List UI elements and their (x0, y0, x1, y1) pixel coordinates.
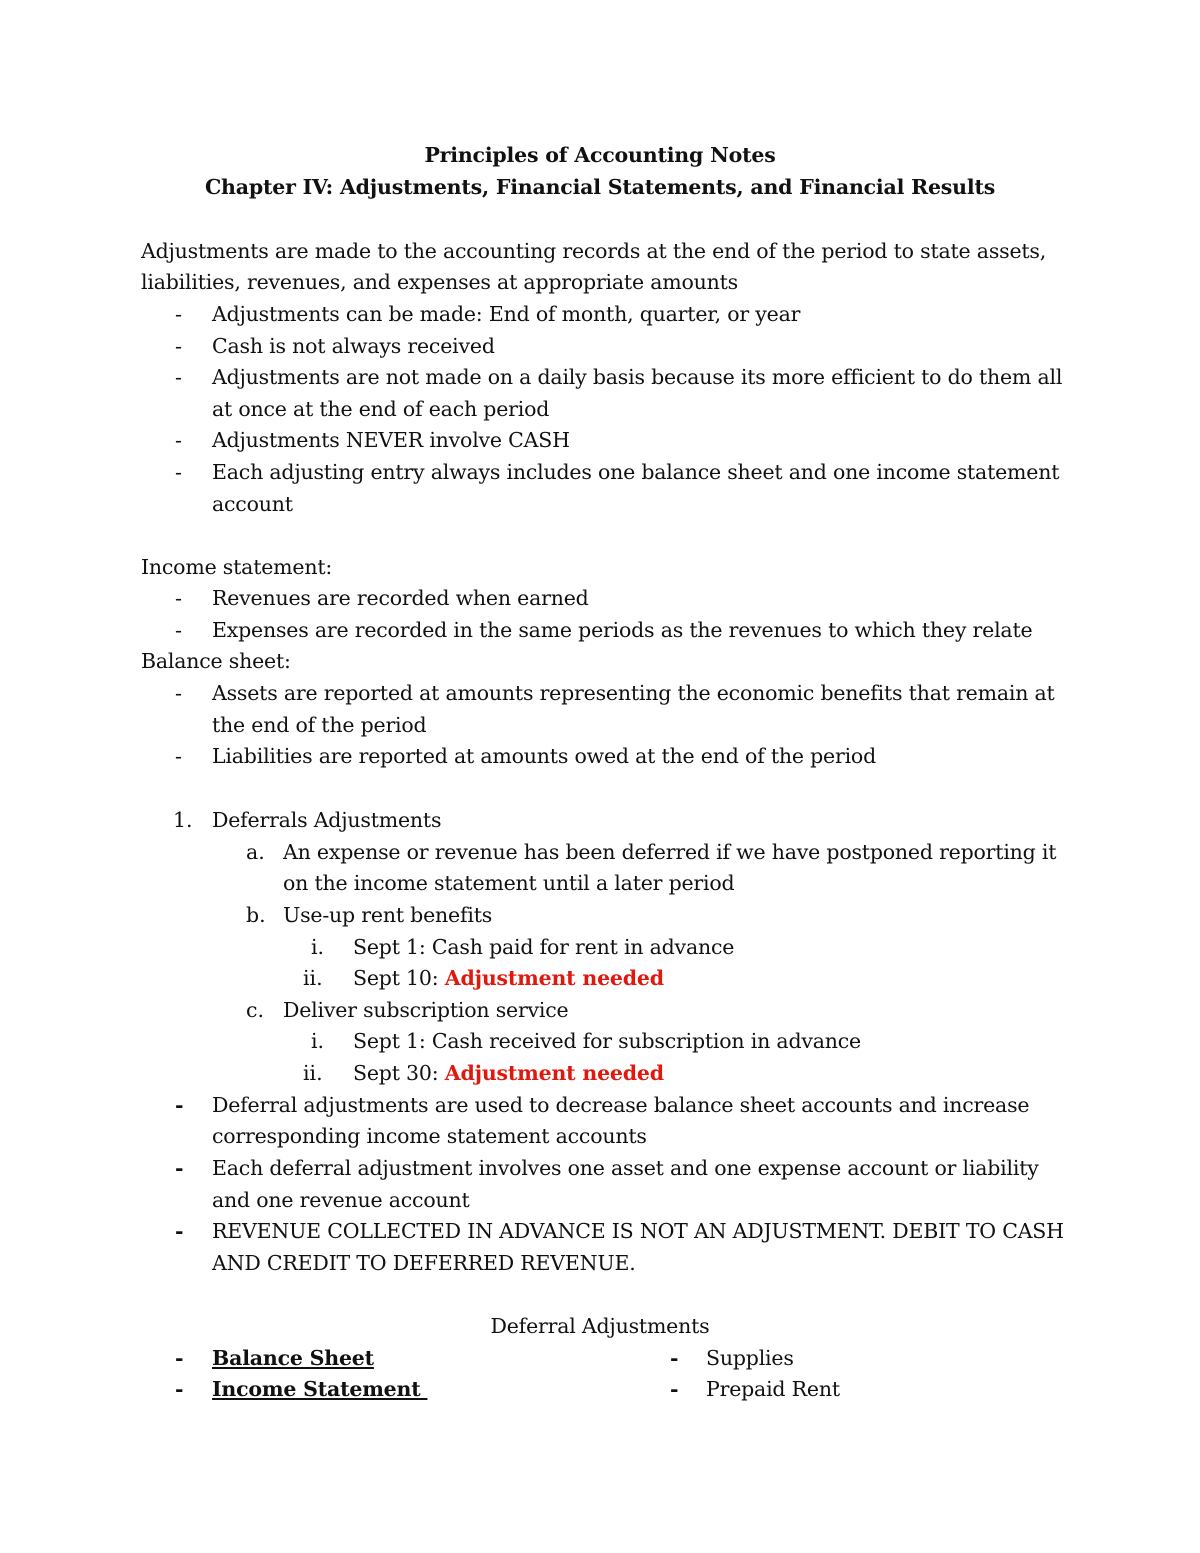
bullet-dash: - (175, 365, 182, 389)
list-number: 1. (173, 808, 193, 832)
deferral-bullet: REVENUE COLLECTED IN ADVANCE IS NOT AN ADJUSTMENT. DEBIT TO CASH (212, 1219, 1064, 1243)
intro-bullet-continued: account (212, 492, 293, 516)
intro-bullet-continued: at once at the end of each period (212, 397, 550, 421)
income-statement-link: Income Statement (212, 1377, 428, 1401)
bullet-dash: - (175, 1156, 184, 1180)
bullet-dash: - (175, 681, 182, 705)
adjustment-needed-label: Adjustment needed (444, 966, 664, 990)
deferral-adjustments-heading: Deferral Adjustments (490, 1314, 710, 1338)
bullet-dash: - (175, 1346, 184, 1370)
subscription-label: Deliver subscription service (283, 998, 569, 1022)
income-statement-heading: Income statement: (141, 555, 333, 579)
rent-step-1: Sept 1: Cash paid for rent in advance (353, 935, 735, 959)
income-statement-bullet: Expenses are recorded in the same periods as the revenues to which they relate (212, 618, 1033, 642)
bullet-dash: - (670, 1377, 679, 1401)
bullet-dash: - (175, 1377, 184, 1401)
list-roman: ii. (303, 966, 323, 990)
list-letter: c. (246, 998, 264, 1022)
rent-step-2 (353, 964, 664, 992)
bullet-dash: - (175, 1219, 184, 1243)
subscription-step-2-date: Sept 30: (353, 1061, 445, 1085)
income-statement-bullet: Revenues are recorded when earned (212, 586, 589, 610)
bullet-dash: - (175, 302, 182, 326)
bullet-dash: - (175, 428, 182, 452)
bullet-dash: - (175, 334, 182, 358)
list-letter: a. (246, 840, 265, 864)
bullet-dash: - (670, 1346, 679, 1370)
deferral-definition: An expense or revenue has been deferred if we have postponed reporting it (283, 840, 1057, 864)
list-roman: i. (311, 1029, 325, 1053)
intro-line-1: Adjustments are made to the accounting records at the end of the period to state assets, (141, 239, 1047, 263)
bullet-dash: - (175, 1093, 184, 1117)
list-letter: b. (246, 903, 266, 927)
prepaid-rent-item: Prepaid Rent (706, 1377, 840, 1401)
deferral-bullet: Each deferral adjustment involves one asset and one expense account or liability (212, 1156, 1039, 1180)
bullet-dash: - (175, 744, 182, 768)
deferral-definition-continued: on the income statement until a later period (283, 871, 735, 895)
intro-bullet: Each adjusting entry always includes one balance sheet and one income statement (212, 460, 1060, 484)
rent-step-2-date: Sept 10: (353, 966, 445, 990)
intro-bullet: Adjustments are not made on a daily basis because its more efficient to do them all (212, 365, 1063, 389)
intro-bullet: Adjustments NEVER involve CASH (212, 428, 570, 452)
bullet-dash: - (175, 618, 182, 642)
adjustment-needed-label: Adjustment needed (444, 1061, 664, 1085)
supplies-item: Supplies (706, 1346, 794, 1370)
intro-line-2: liabilities, revenues, and expenses at appropriate amounts (141, 270, 738, 294)
intro-bullet: Cash is not always received (212, 334, 495, 358)
balance-sheet-bullet: Assets are reported at amounts representing the economic benefits that remain at (212, 681, 1055, 705)
list-roman: ii. (303, 1061, 323, 1085)
balance-sheet-bullet: Liabilities are reported at amounts owed at the end of the period (212, 744, 876, 768)
document-title: Principles of Accounting Notes (424, 143, 776, 167)
deferrals-heading: Deferrals Adjustments (212, 808, 442, 832)
deferral-bullet-continued: corresponding income statement accounts (212, 1124, 647, 1148)
subscription-step-1: Sept 1: Cash received for subscription in advance (353, 1029, 861, 1053)
list-roman: i. (311, 935, 325, 959)
rent-benefits-label: Use-up rent benefits (283, 903, 493, 927)
bullet-dash: - (175, 460, 182, 484)
balance-sheet-bullet-continued: the end of the period (212, 713, 427, 737)
deferral-bullet: Deferral adjustments are used to decrease balance sheet accounts and increase (212, 1093, 1030, 1117)
subscription-step-2 (353, 1059, 664, 1087)
intro-bullet: Adjustments can be made: End of month, quarter, or year (212, 302, 801, 326)
balance-sheet-link: Balance Sheet (212, 1346, 374, 1370)
chapter-title: Chapter IV: Adjustments, Financial Statements, and Financial Results (204, 175, 996, 199)
bullet-dash: - (175, 586, 182, 610)
balance-sheet-heading: Balance sheet: (141, 649, 291, 673)
deferral-bullet-continued: AND CREDIT TO DEFERRED REVENUE. (212, 1251, 636, 1275)
deferral-bullet-continued: and one revenue account (212, 1188, 470, 1212)
